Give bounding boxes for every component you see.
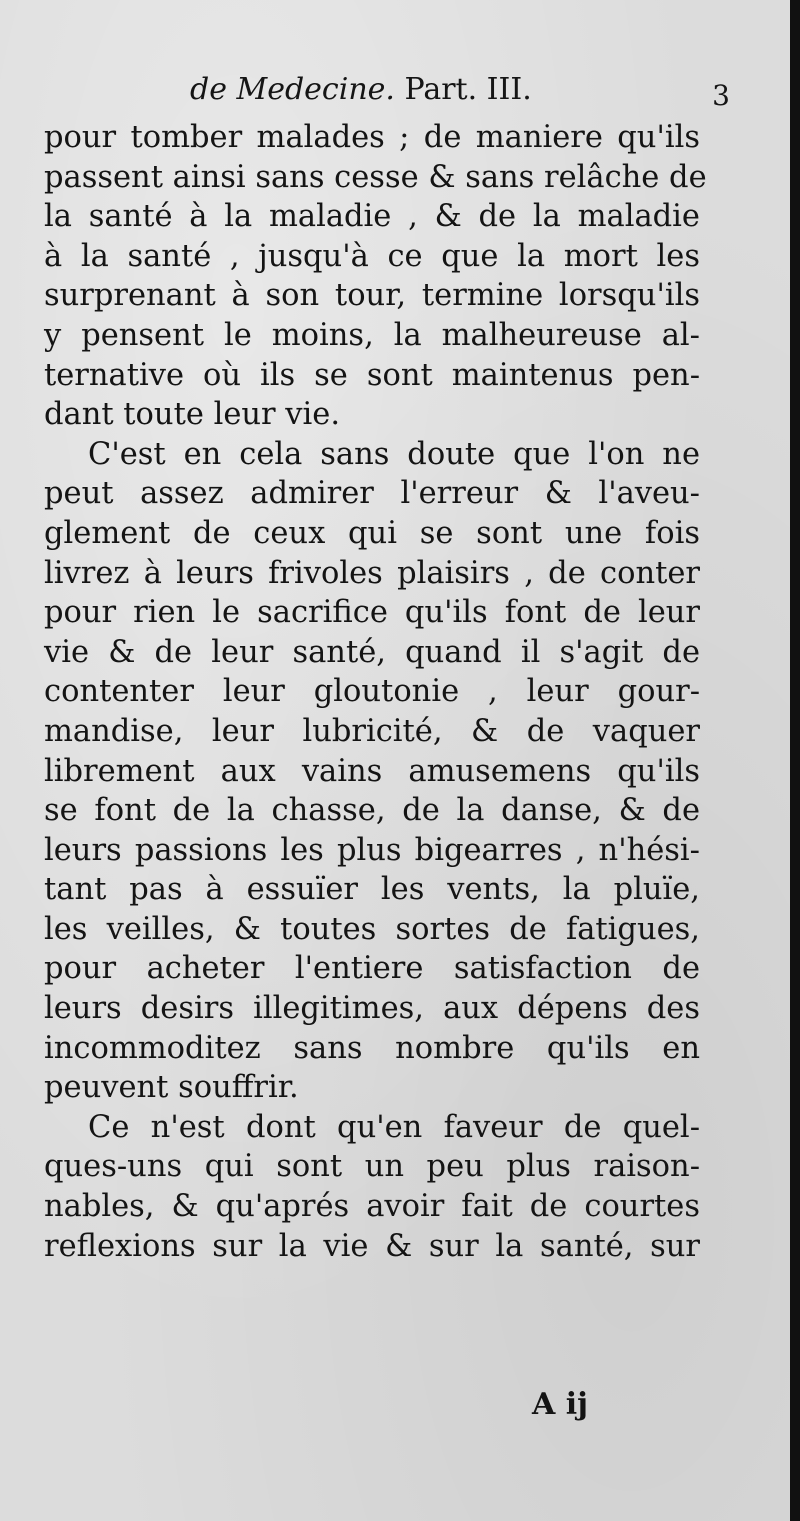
text-line: à la santé , jusqu'à ce que la mort les: [44, 238, 700, 274]
text-line: livrez à leurs frivoles plaisirs , de conter: [44, 555, 700, 591]
running-title-part: Part. III.: [404, 72, 532, 107]
running-head: [40, 70, 730, 116]
text-line: les veilles, & toutes sortes de fatigues,: [44, 911, 700, 947]
running-title-italic: de Medecine.: [190, 72, 395, 107]
text-line: se font de la chasse, de la danse, & de: [44, 793, 700, 829]
text-line: ques-uns qui sont un peu plus raison-: [44, 1149, 700, 1185]
text-line: surprenant à son tour, termine lorsqu'ils: [44, 278, 700, 314]
paragraph-start-line: C'est en cela sans doute que l'on ne: [88, 436, 700, 472]
text-line: ternative où ils se sont maintenus pen-: [44, 357, 700, 393]
text-line: leurs desirs illegitimes, aux dépens des: [44, 991, 700, 1027]
page-number: 3: [712, 79, 730, 112]
running-title: [190, 70, 532, 110]
text-line: nables, & qu'aprés avoir fait de courtes: [44, 1189, 700, 1225]
text-line: glement de ceux qui se sont une fois: [44, 515, 700, 551]
text-line: mandise, leur lubricité, & de vaquer: [44, 713, 700, 749]
text-line: reflexions sur la vie & sur la santé, sur: [44, 1228, 700, 1264]
text-line: passent ainsi sans cesse & sans relâche de: [44, 159, 707, 195]
text-line: librement aux vains amusemens qu'ils: [44, 753, 700, 789]
text-line: tant pas à essuïer les vents, la pluïe,: [44, 872, 700, 908]
text-line: la santé à la maladie , & de la maladie: [44, 199, 700, 235]
signature-mark: A ij: [532, 1387, 588, 1422]
text-line: leurs passions les plus bigearres , n'hési-: [44, 832, 700, 868]
text-line: peut assez admirer l'erreur & l'aveu-: [44, 476, 700, 512]
text-line: contenter leur gloutonie , leur gour-: [44, 674, 700, 710]
text-line: incommoditez sans nombre qu'ils en: [44, 1030, 700, 1066]
text-line: peuvent souffrir.: [44, 1070, 299, 1106]
page-edge-shadow: [790, 0, 800, 1521]
text-line: y pensent le moins, la malheureuse al-: [44, 317, 700, 353]
text-line: pour rien le sacrifice qu'ils font de leur: [44, 595, 700, 631]
text-line: pour tomber malades ; de maniere qu'ils: [44, 120, 700, 155]
text-line: vie & de leur santé, quand il s'agit de: [44, 634, 700, 670]
text-line: dant toute leur vie.: [44, 397, 341, 433]
paragraph-start-line: Ce n'est dont qu'en faveur de quel-: [88, 1109, 700, 1145]
body-text: [44, 118, 707, 1266]
text-line: pour acheter l'entiere satisfaction de: [44, 951, 700, 987]
